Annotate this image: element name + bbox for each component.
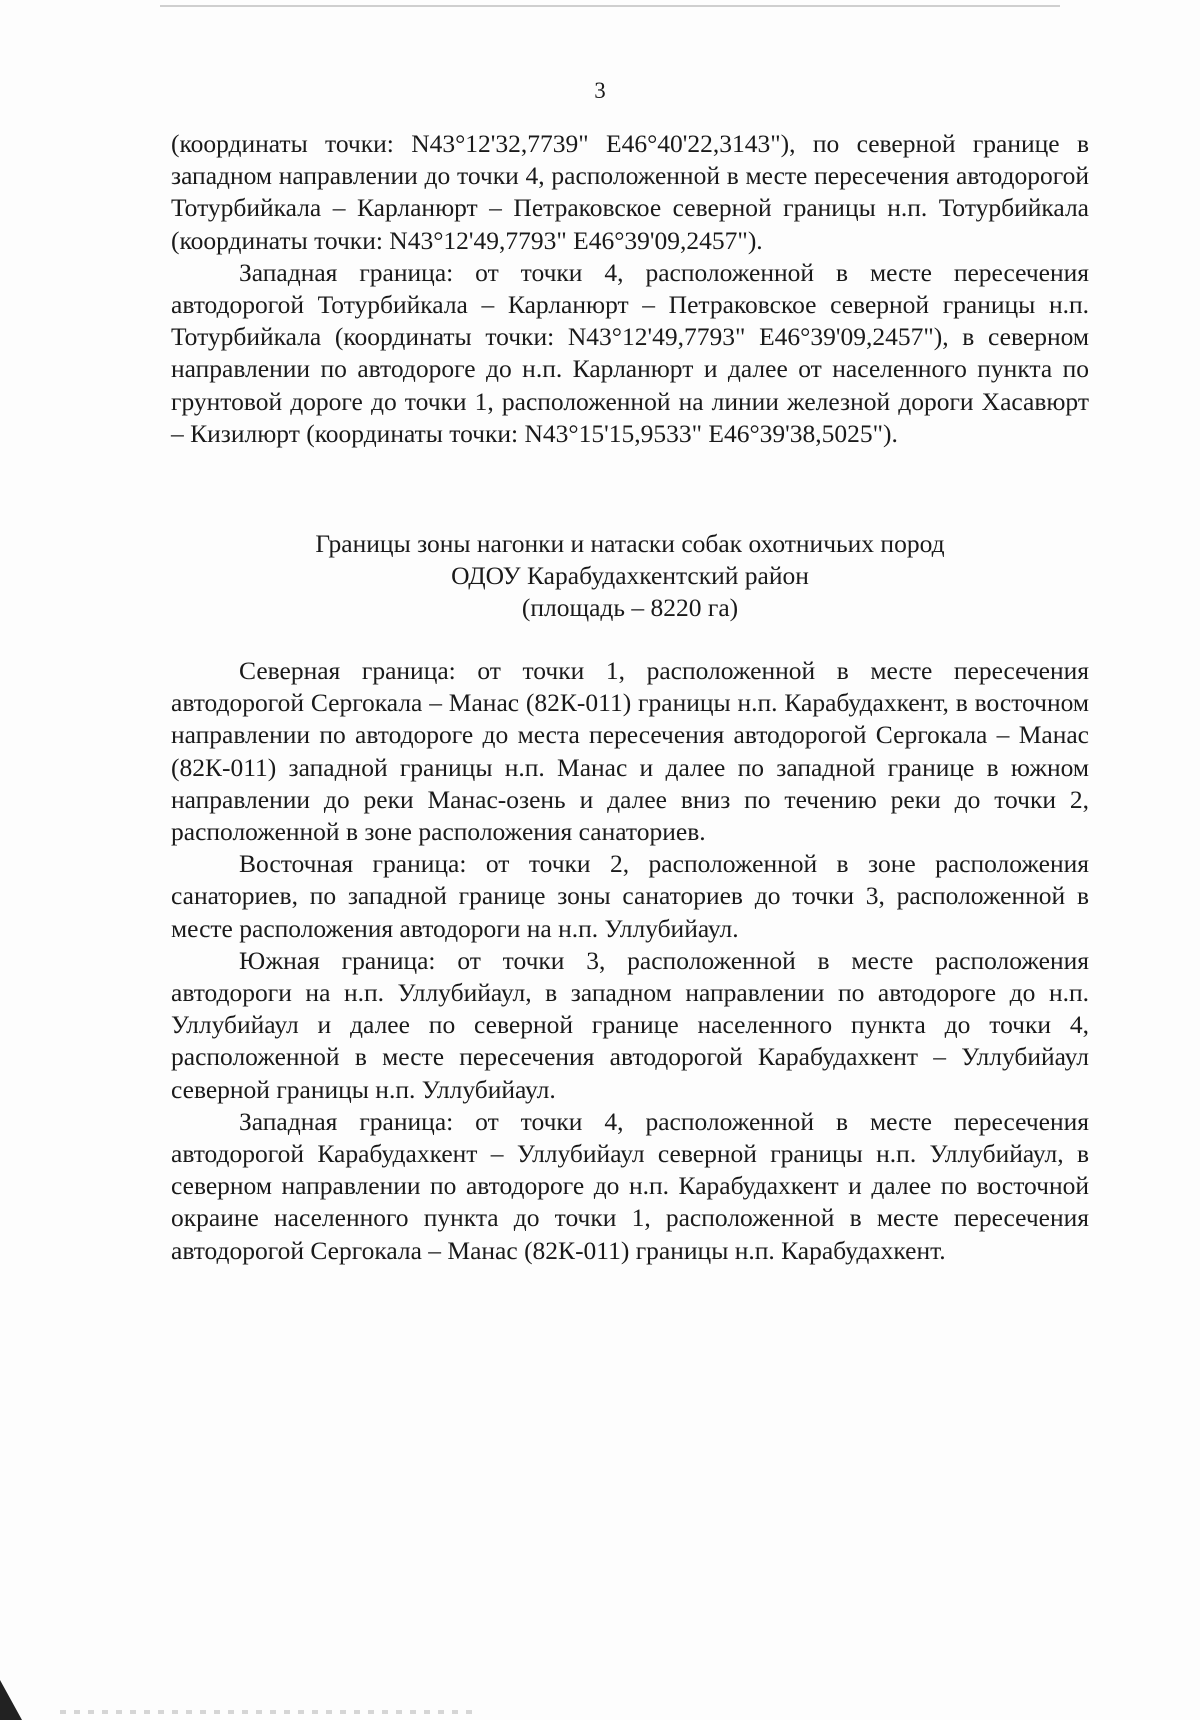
paragraph-western-border: Западная граница: от точки 4, расположенной в месте пересечения автодорогой Тотурбийкала – Карланюрт – Петраковское северной границы н.п. Тотурбийкала (координаты точки: N43°12'49,7793" E46°39'09,2457"), в северном направлении по автодороге до н.п. Карланюрт и далее от населенного пункта по грунтовой дороге до точки 1, расположенной на линии железной дороги Хасавюрт – Кизилюрт (координаты точки: N43°15'15,9533" E46°39'38,5025"). xyxy=(171,257,1089,448)
heading-line-2: ОДОУ Карабудахкентский район xyxy=(451,561,809,590)
paragraph-continuation: (координаты точки: N43°12'32,7739" E46°40'22,3143"), по северной границе в западном направлении до точки 4, расположенной в месте пересечения автодорогой Тотурбийкала – Карланюрт – Петраковское северной границы н.п. Тотурбийкала (координаты точки: N43°12'49,7793" E46°39'09,2457"). xyxy=(171,129,1089,255)
heading-line-1: Границы зоны нагонки и натаски собак охотничьих пород xyxy=(315,529,945,558)
paragraph-eastern-border: Восточная граница: от точки 2, расположенной в зоне расположения санаториев, по западной границе зоны санаториев до точки 3, расположенной в месте расположения автодороги на н.п. Уллубийаул. xyxy=(171,849,1089,943)
section-2-text xyxy=(171,655,1089,1267)
paragraph-western-border-2: Западная граница: от точки 4, расположенной в месте пересечения автодорогой Карабудахкент – Уллубийаул северной границы н.п. Уллубийаул, в северном направлении по автодороге до н.п. Карабудахкент и далее по восточной окраине населенного пункта до точки 1, расположенной в месте пересечения автодорогой Сергокала – Манас (82К-011) границы н.п. Карабудахкент. xyxy=(171,1106,1089,1265)
scan-artifact-line xyxy=(160,5,1060,7)
scan-artifact-bottom xyxy=(60,1710,480,1714)
section-heading xyxy=(0,528,1200,624)
paragraph-southern-border: Южная граница: от точки 3, расположенной в месте расположения автодороги на н.п. Уллубийаул, в западном направлении по автодороге до н.п. Уллубийаул и далее по северной границе населенного пункта до точки 4, расположенной в месте пересечения автодорогой Карабудахкент – Уллубийаул северной границы н.п. Уллубийаул. xyxy=(171,945,1089,1104)
scan-corner-mark xyxy=(0,1680,22,1720)
heading-line-3: (площадь – 8220 га) xyxy=(521,593,739,622)
paragraph-northern-border: Северная граница: от точки 1, расположенной в месте пересечения автодорогой Сергокала – Манас (82К-011) границы н.п. Карабудахкент, в восточном направлении по автодороге до места пересечения автодорогой Сергокала – Манас (82К-011) западной границы н.п. Манас и далее по западной границе в южном направлении до реки Манас-озень и далее вниз по течению реки до точки 2, расположенной в зоне расположения санаториев. xyxy=(171,656,1089,847)
section-1-text xyxy=(171,128,1089,450)
page-number: 3 xyxy=(594,78,606,103)
